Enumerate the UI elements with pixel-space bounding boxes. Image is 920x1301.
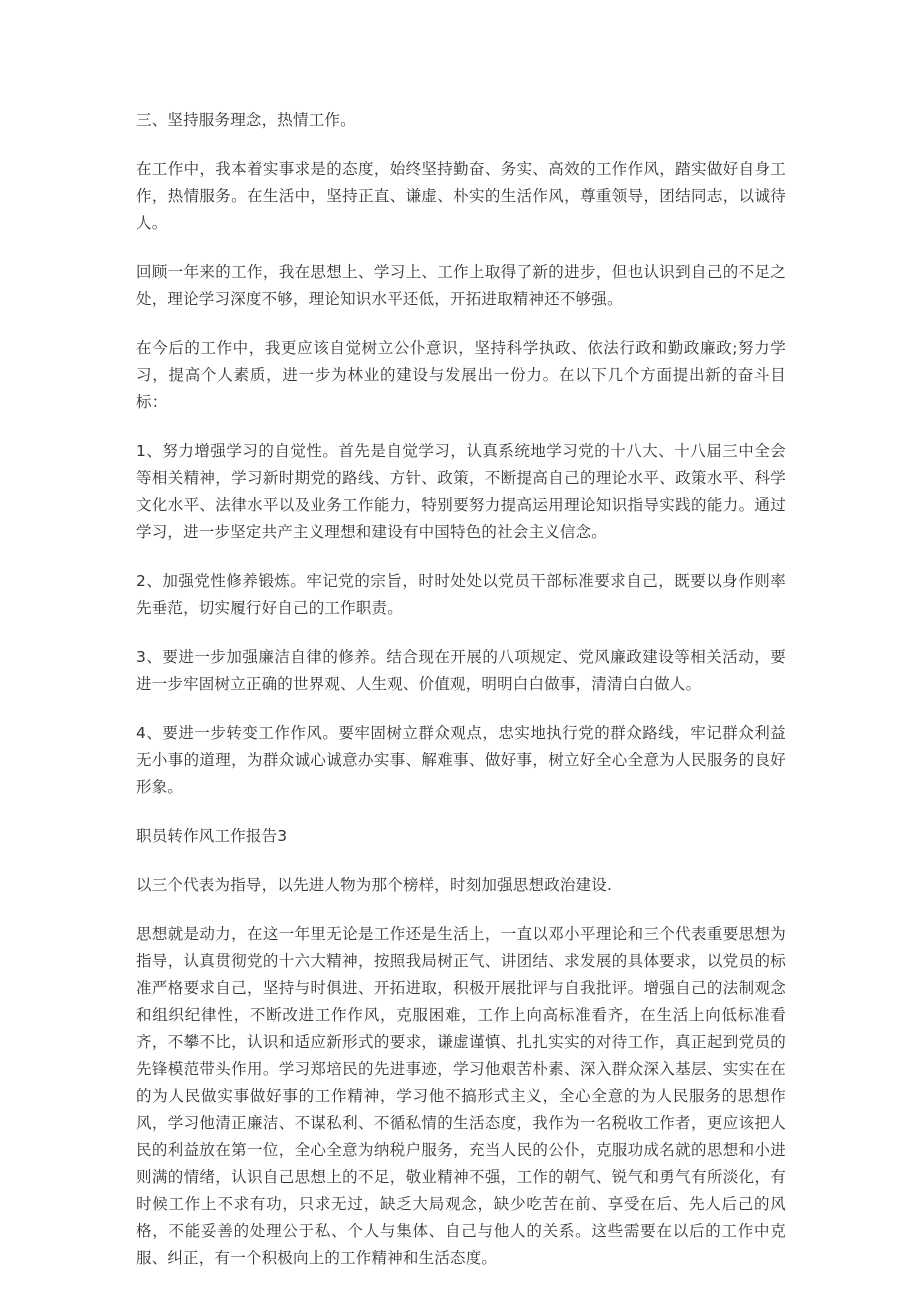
section-heading: 三、坚持服务理念，热情工作。 (136, 111, 356, 129)
paragraph: 以三个代表为指导，以先进人物为那个榜样，时刻加强思想政治建设. (136, 876, 613, 894)
paragraph: 思想就是动力，在这一年里无论是工作还是生活上，一直以邓小平理论和三个代表重要思想为指导，认真贯彻党的十六大精神，按照我局树正气、讲团结、求发展的具体要求，以党员的标准严格要求自己，坚持与时俱进、开拓进取，积极开展批评与自我批评。增强自己的法制观念和组织纪律性，不断改进工作作风，克服困难，工作上向高标准看齐，在生活上向低标准看齐，不攀不比，认识和适应新形式的要求，谦虚谨慎、扎扎实实的对待工作，真正起到党员的先锋模范带头作用。学习郑培民的先进事迹，学习他艰苦朴素、深入群众深入基层、实实在在的为人民做实事做好事的工作精神，学习他不搞形式主义，全心全意的为人民服务的思想作风，学习他清正廉洁、不谋私利、不循私情的生活态度，我作为一名税收工作者，更应该把人民的利益放在第一位，全心全意为纳税户服务，充当人民的公仆，克服功成名就的思想和小进则满的情绪，认识自己思想上的不足，敬业精神不强，工作的朝气、锐气和勇气有所淡化，有时候工作上不求有功，只求无过，缺乏大局观念，缺少吃苦在前、享受在后、先人后己的风格，不能妥善的处理公于私、个人与集体、自己与他人的关系。这些需要在以后的工作中克服、纠正，有一个积极向上的工作精神和生活态度。 (136, 925, 786, 1267)
paragraph: 在工作中，我本着实事求是的态度，始终坚持勤奋、务实、高效的工作作风，踏实做好自身工作，热情服务。在生活中，坚持正直、谦虚、朴实的生活作风，尊重领导，团结同志，以诚待人。 (136, 160, 786, 232)
list-item: 1、努力增强学习的自觉性。首先是自觉学习，认真系统地学习党的十八大、十八届三中全会等相关精神，学习新时期党的路线、方针、政策，不断提高自己的理论水平、政策水平、科学文化水平、法律水平以及业务工作能力，特别要努力提高运用理论知识指导实践的能力。通过学习，进一步坚定共产主义理想和建设有中国特色的社会主义信念。 (136, 442, 786, 541)
list-item: 2、加强党性修养锻炼。牢记党的宗旨，时时处处以党员干部标准要求自己，既要以身作则率先垂范，切实履行好自己的工作职责。 (136, 572, 786, 617)
document-body (136, 107, 786, 1294)
paragraph: 在今后的工作中，我更应该自觉树立公仆意识，坚持科学执政、依法行政和勤政廉政;努力学习，提高个人素质，进一步为林业的建设与发展出一份力。在以下几个方面提出新的奋斗目标： (136, 339, 786, 411)
paragraph: 回顾一年来的工作，我在思想上、学习上、工作上取得了新的进步，但也认识到自己的不足之处，理论学习深度不够，理论知识水平还低，开拓进取精神还不够强。 (136, 263, 786, 308)
list-item: 3、要进一步加强廉洁自律的修养。结合现在开展的八项规定、党风廉政建设等相关活动，要进一步牢固树立正确的世界观、人生观、价值观，明明白白做事，清清白白做人。 (136, 648, 786, 693)
report-title: 职员转作风工作报告3 (136, 827, 288, 845)
list-item: 4、要进一步转变工作作风。要牢固树立群众观点，忠实地执行党的群众路线，牢记群众利益无小事的道理，为群众诚心诚意办实事、解难事、做好事，树立好全心全意为人民服务的良好形象。 (136, 724, 786, 796)
